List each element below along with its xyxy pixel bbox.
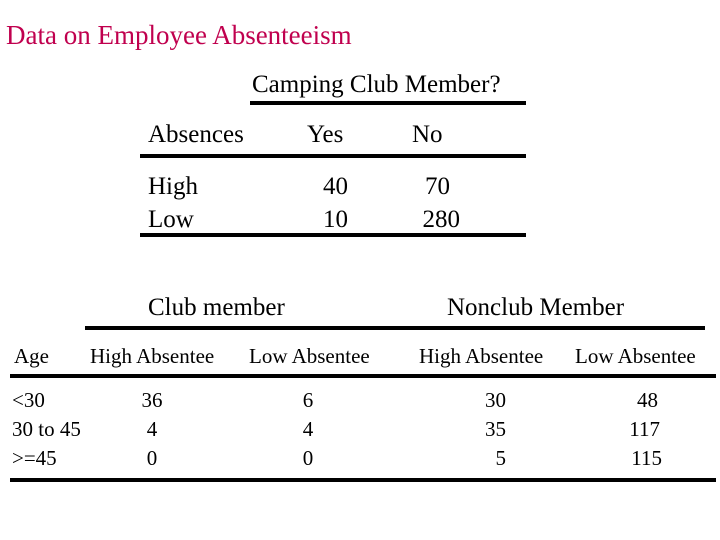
table1-row-low-label: Low <box>148 206 194 233</box>
table2-row-nonclub-high: 35 <box>485 417 506 441</box>
table2-group-club: Club member <box>148 294 285 321</box>
table2-row-club-low: 6 <box>302 388 314 412</box>
table2-header-age: Age <box>14 344 49 368</box>
table2-bottom-rule <box>10 478 716 482</box>
table2-row-club-high: 4 <box>146 417 158 441</box>
table1-caption: Camping Club Member? <box>252 71 501 98</box>
table1-header-yes: Yes <box>307 121 344 148</box>
table2-row-nonclub-high: 5 <box>495 446 506 470</box>
table2-header-club-low: Low Absentee <box>249 344 370 368</box>
table2-row-age: <30 <box>12 388 45 412</box>
table2-row-nonclub-low: 115 <box>631 446 662 470</box>
page-title: Data on Employee Absenteeism <box>6 20 352 50</box>
table2-header-rule <box>10 374 716 378</box>
table1-row-high-label: High <box>148 173 198 200</box>
table2-header-club-high: High Absentee <box>90 344 215 368</box>
table2-row-club-high: 0 <box>146 446 158 470</box>
table1-row-low-yes: 10 <box>323 206 348 233</box>
table2-row-age: 30 to 45 <box>12 417 81 441</box>
table2-row-club-low: 0 <box>302 446 314 470</box>
table2-row-nonclub-high: 30 <box>485 388 506 412</box>
table1-row-high-yes: 40 <box>323 173 348 200</box>
table2-row-club-high: 36 <box>141 388 163 412</box>
table2-row-nonclub-low: 117 <box>629 417 660 441</box>
table2-row-club-low: 4 <box>302 417 314 441</box>
table1-header-absences: Absences <box>148 121 244 148</box>
table2-row-nonclub-low: 48 <box>637 388 658 412</box>
table1-row-low-no: 280 <box>422 206 460 233</box>
table2-group-nonclub: Nonclub Member <box>447 294 625 321</box>
table2-header-nonclub-high: High Absentee <box>419 344 544 368</box>
table1-header-rule <box>140 154 526 158</box>
table2-header-nonclub-low: Low Absentee <box>575 344 696 368</box>
table1-caption-rule <box>250 101 526 105</box>
table1-bottom-rule <box>140 233 526 237</box>
table1-row-high-no: 70 <box>425 173 450 200</box>
table1-header-no: No <box>412 121 443 148</box>
table2-group-rule <box>85 326 705 330</box>
table2-row-age: >=45 <box>12 446 57 470</box>
